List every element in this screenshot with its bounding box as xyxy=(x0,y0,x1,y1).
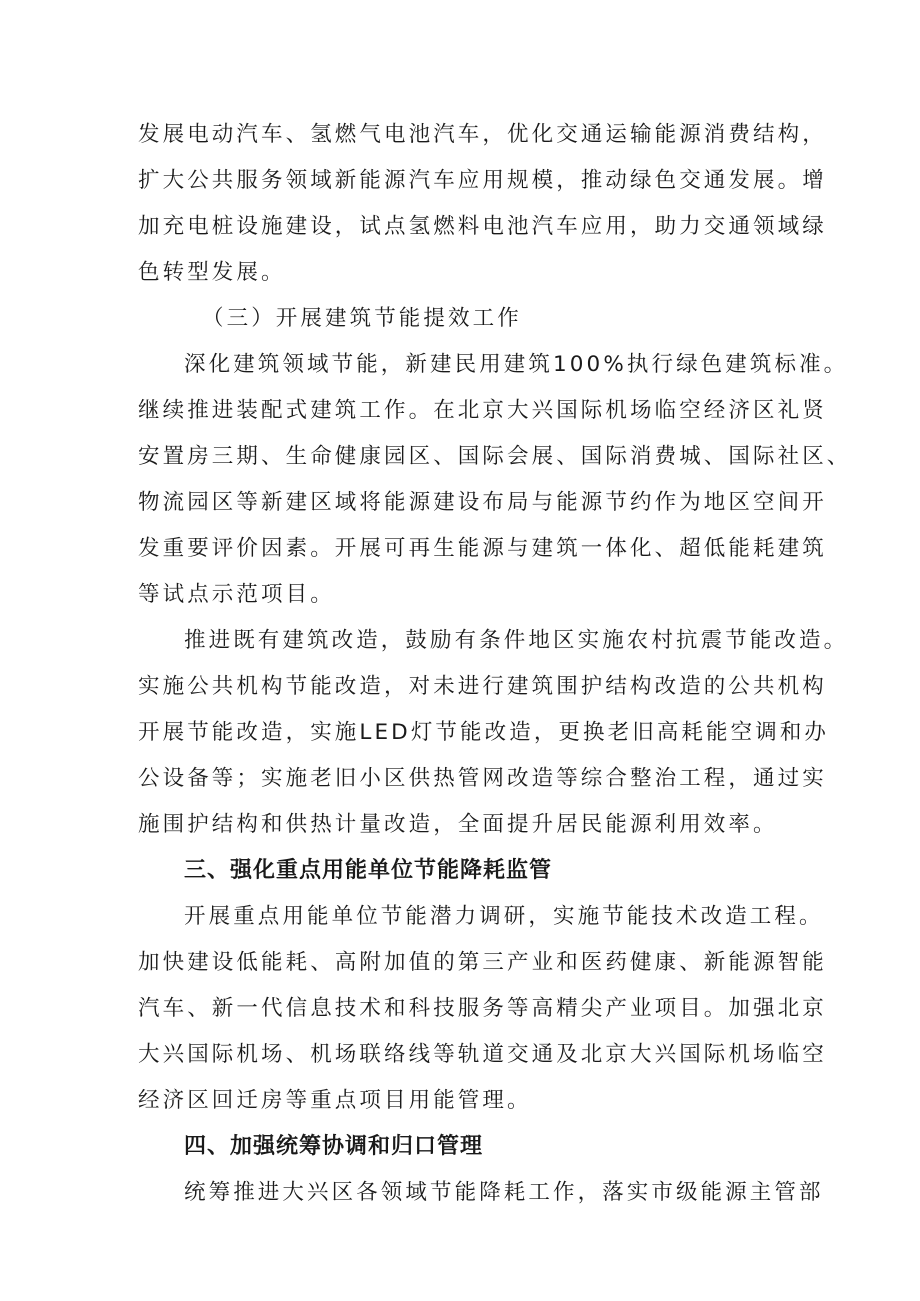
body-text-line: 等试点示范项目。 xyxy=(138,582,335,607)
body-text-line: 继续推进装配式建筑工作。在北京大兴国际机场临空经济区礼贤 xyxy=(138,398,827,423)
body-text-line: 发重要评价因素。开展可再生能源与建筑一体化、超低能耗建筑 xyxy=(138,536,827,561)
paragraph-first-line: 推进既有建筑改造，鼓励有条件地区实施农村抗震节能改造。 xyxy=(184,628,849,653)
paragraph-first-line: 深化建筑领域节能，新建民用建筑100%执行绿色建筑标准。 xyxy=(184,352,849,377)
body-text-line: 公设备等；实施老旧小区供热管网改造等综合整治工程，通过实 xyxy=(138,766,827,791)
body-text-line: 发展电动汽车、氢燃气电池汽车，优化交通运输能源消费结构， xyxy=(138,122,827,147)
body-text-line: 扩大公共服务领域新能源汽车应用规模，推动绿色交通发展。增 xyxy=(138,168,827,193)
body-text-line: 大兴国际机场、机场联络线等轨道交通及北京大兴国际机场临空 xyxy=(138,1042,827,1067)
body-text-line: 色转型发展。 xyxy=(138,260,286,285)
body-text-line: 实施公共机构节能改造，对未进行建筑围护结构改造的公共机构 xyxy=(138,674,827,699)
body-text-line: 加充电桩设施建设，试点氢燃料电池汽车应用，助力交通领域绿 xyxy=(138,214,827,239)
body-text-line: 施围护结构和供热计量改造，全面提升居民能源利用效率。 xyxy=(138,812,778,837)
document-page xyxy=(138,112,852,1216)
body-text-line: 经济区回迁房等重点项目用能管理。 xyxy=(138,1088,532,1113)
body-text-line: 加快建设低能耗、高附加值的第三产业和医药健康、新能源智能 xyxy=(138,950,827,975)
body-text-line: 物流园区等新建区域将能源建设布局与能源节约作为地区空间开 xyxy=(138,490,827,515)
section-heading: 四、加强统筹协调和归口管理 xyxy=(184,1134,484,1159)
body-text-line: 汽车、新一代信息技术和科技服务等高精尖产业项目。加强北京 xyxy=(138,996,827,1021)
paragraph-first-line: 统筹推进大兴区各领域节能降耗工作，落实市级能源主管部 xyxy=(184,1180,824,1205)
body-text-line: 安置房三期、生命健康园区、国际会展、国际消费城、国际社区、 xyxy=(138,444,852,469)
section-subheading: （三）开展建筑节能提效工作 xyxy=(202,306,522,331)
section-heading: 三、强化重点用能单位节能降耗监管 xyxy=(184,858,553,883)
paragraph-first-line: 开展重点用能单位节能潜力调研，实施节能技术改造工程。 xyxy=(184,904,824,929)
body-text-line: 开展节能改造，实施LED灯节能改造，更换老旧高耗能空调和办 xyxy=(138,720,830,745)
